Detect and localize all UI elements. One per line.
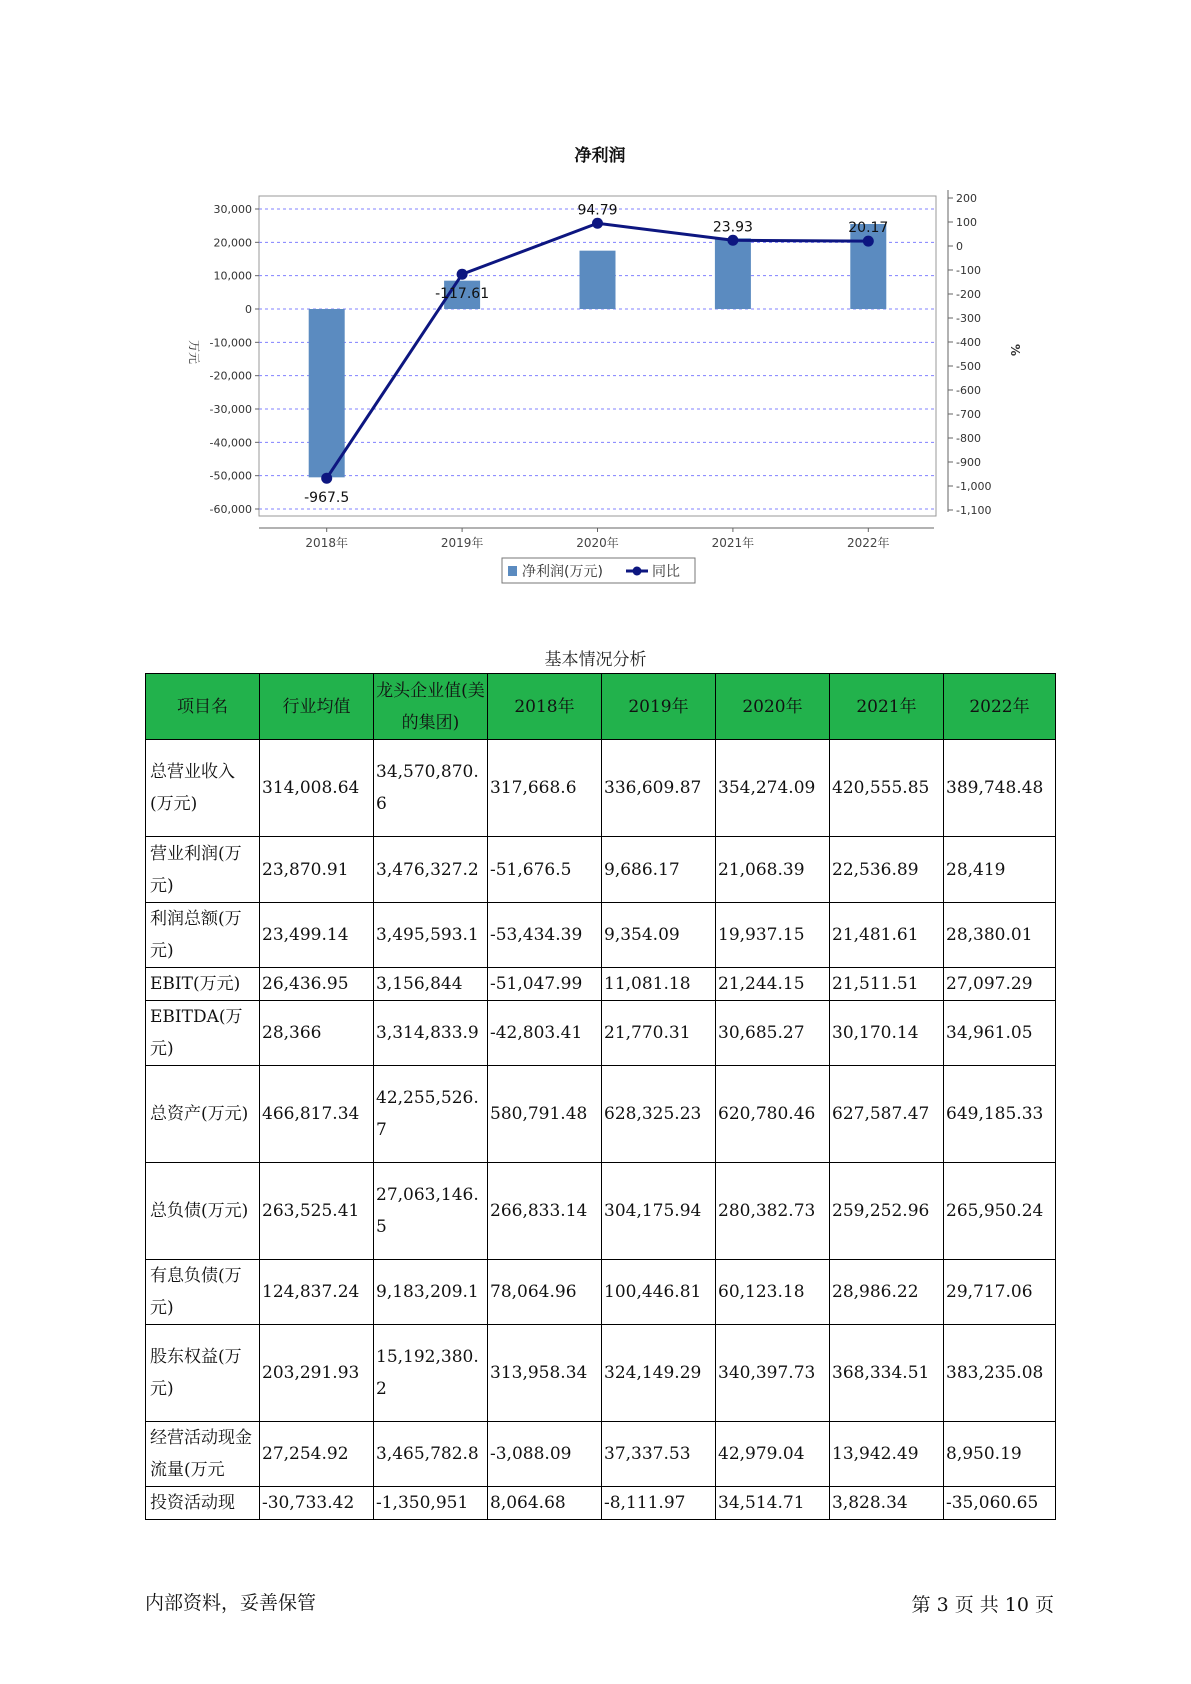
table-cell: 13,942.49 (830, 1422, 944, 1487)
y2-tick-label: -700 (956, 408, 981, 421)
table-cell: 314,008.64 (260, 740, 374, 837)
yoy-point (457, 269, 468, 280)
yoy-data-label: -117.61 (435, 286, 490, 303)
x-tick-label: 2021年 (711, 536, 755, 550)
table-cell: 3,156,844 (374, 968, 488, 1001)
table-cell: 3,476,327.2 (374, 837, 488, 903)
table-body (146, 740, 1056, 1520)
row-label: 投资活动现 (146, 1487, 260, 1520)
table-cell: 383,235.08 (944, 1325, 1056, 1422)
header-cell: 项目名 (146, 674, 260, 740)
row-label: 总资产(万元) (146, 1066, 260, 1163)
table-cell: 23,870.91 (260, 837, 374, 903)
row-label: 总营业收入(万元) (146, 740, 260, 837)
table-cell: 317,668.6 (488, 740, 602, 837)
table-cell: 259,252.96 (830, 1163, 944, 1260)
table-cell: 466,817.34 (260, 1066, 374, 1163)
table-cell: 42,979.04 (716, 1422, 830, 1487)
table-cell: 22,536.89 (830, 837, 944, 903)
header-cell: 2021年 (830, 674, 944, 740)
table-cell: -51,047.99 (488, 968, 602, 1001)
y2-tick-label: -900 (956, 456, 981, 469)
y2-axis-label: % (1008, 343, 1022, 357)
legend-bar-label: 净利润(万元) (522, 564, 603, 580)
table-cell: 313,958.34 (488, 1325, 602, 1422)
table-cell: 27,097.29 (944, 968, 1056, 1001)
table-cell: 11,081.18 (602, 968, 716, 1001)
table-cell: 78,064.96 (488, 1260, 602, 1325)
table-cell: 34,961.05 (944, 1001, 1056, 1066)
row-label: EBIT(万元) (146, 968, 260, 1001)
table-row (146, 1422, 1056, 1487)
table-cell: 324,149.29 (602, 1325, 716, 1422)
table-cell: 336,609.87 (602, 740, 716, 837)
table-cell: 124,837.24 (260, 1260, 374, 1325)
table-header-row (146, 674, 1056, 740)
table-cell: 21,511.51 (830, 968, 944, 1001)
table-cell: 304,175.94 (602, 1163, 716, 1260)
table-cell: 100,446.81 (602, 1260, 716, 1325)
table-cell: 389,748.48 (944, 740, 1056, 837)
y2-tick-label: -100 (956, 264, 981, 277)
row-label: 有息负债(万元) (146, 1260, 260, 1325)
table-cell: 27,063,146.5 (374, 1163, 488, 1260)
table-cell: 3,828.34 (830, 1487, 944, 1520)
legend-line-label: 同比 (652, 564, 680, 580)
legend-bar-swatch (508, 566, 517, 576)
header-cell: 行业均值 (260, 674, 374, 740)
table-row (146, 968, 1056, 1001)
x-tick-label: 2018年 (305, 536, 348, 550)
row-label: EBITDA(万元) (146, 1001, 260, 1066)
table-cell: 21,244.15 (716, 968, 830, 1001)
bar (309, 309, 345, 477)
y-tick-label: -30,000 (209, 403, 252, 416)
table-cell: 280,382.73 (716, 1163, 830, 1260)
table-cell: 620,780.46 (716, 1066, 830, 1163)
table-row (146, 903, 1056, 968)
table-cell: 15,192,380.2 (374, 1325, 488, 1422)
x-tick-label: 2020年 (576, 536, 619, 550)
table-cell: 29,717.06 (944, 1260, 1056, 1325)
y-tick-label: -50,000 (209, 469, 252, 483)
table-row (146, 740, 1056, 837)
y-axis-label: 万元 (187, 339, 201, 365)
table-row (146, 837, 1056, 903)
table-cell: 649,185.33 (944, 1066, 1056, 1163)
y-tick-label: -20,000 (209, 369, 252, 383)
table-cell: 3,465,782.8 (374, 1422, 488, 1487)
table-cell: 21,770.31 (602, 1001, 716, 1066)
footer-page-number: 第 3 页 共 10 页 (911, 1594, 1054, 1616)
table-cell: 60,123.18 (716, 1260, 830, 1325)
legend-line-marker (633, 567, 642, 576)
yoy-data-label: 23.93 (712, 219, 753, 236)
table-row (146, 1487, 1056, 1520)
y2-tick-label: -1,100 (956, 504, 992, 517)
table-cell: 9,183,209.1 (374, 1260, 488, 1325)
table-cell: 28,366 (260, 1001, 374, 1066)
table-cell: 37,337.53 (602, 1422, 716, 1487)
y2-tick-label: -400 (956, 336, 981, 349)
table-cell: 34,570,870.6 (374, 740, 488, 837)
table-cell: 8,950.19 (944, 1422, 1056, 1487)
y-tick-label: 20,000 (213, 236, 252, 250)
bar (715, 238, 751, 309)
y2-tick-label: 200 (956, 192, 977, 205)
table-cell: 368,334.51 (830, 1325, 944, 1422)
table-cell: 340,397.73 (716, 1325, 830, 1422)
table-title: 基本情况分析 (544, 650, 647, 670)
table-cell: 34,514.71 (716, 1487, 830, 1520)
table-cell: 628,325.23 (602, 1066, 716, 1163)
table-cell: 420,555.85 (830, 740, 944, 837)
row-label: 经营活动现金流量(万元 (146, 1422, 260, 1487)
y-tick-label: -60,000 (209, 503, 252, 516)
y2-tick-label: -300 (956, 312, 981, 325)
table-cell: 28,380.01 (944, 903, 1056, 968)
table-cell: 3,495,593.1 (374, 903, 488, 968)
y2-tick-label: -1,000 (956, 480, 992, 493)
row-label: 营业利润(万元) (146, 837, 260, 903)
table-cell: 27,254.92 (260, 1422, 374, 1487)
header-cell: 龙头企业值(美的集团) (374, 674, 488, 740)
row-label: 总负债(万元) (146, 1163, 260, 1260)
table-row (146, 1001, 1056, 1066)
header-cell: 2022年 (944, 674, 1056, 740)
table-cell: 21,481.61 (830, 903, 944, 968)
table-cell: 627,587.47 (830, 1066, 944, 1163)
table-cell: -35,060.65 (944, 1487, 1056, 1520)
y2-tick-label: 100 (956, 216, 977, 229)
table-row (146, 1163, 1056, 1260)
yoy-point (863, 236, 874, 247)
yoy-point (321, 473, 332, 484)
footer-confidential: 内部资料，妥善保管 (145, 1592, 317, 1614)
table-cell: 266,833.14 (488, 1163, 602, 1260)
net-profit-chart (0, 0, 1191, 600)
table-cell: 9,686.17 (602, 837, 716, 903)
table-row (146, 1066, 1056, 1163)
table-cell: 19,937.15 (716, 903, 830, 968)
y2-tick-label: -200 (956, 288, 981, 301)
basic-analysis-table (145, 673, 1056, 1520)
table-cell: 23,499.14 (260, 903, 374, 968)
table-cell: 8,064.68 (488, 1487, 602, 1520)
table-cell: 28,986.22 (830, 1260, 944, 1325)
y2-tick-label: -500 (956, 360, 981, 373)
table-cell: 30,170.14 (830, 1001, 944, 1066)
table-cell: -1,350,951 (374, 1487, 488, 1520)
y-tick-label: 10,000 (213, 269, 252, 283)
table-cell: 28,419 (944, 837, 1056, 903)
table-cell: 30,685.27 (716, 1001, 830, 1066)
chart-title: 净利润 (574, 146, 626, 166)
header-cell: 2018年 (488, 674, 602, 740)
table-cell: -3,088.09 (488, 1422, 602, 1487)
table-cell: 580,791.48 (488, 1066, 602, 1163)
table-cell: 9,354.09 (602, 903, 716, 968)
table-cell: -30,733.42 (260, 1487, 374, 1520)
table-cell: 42,255,526.7 (374, 1066, 488, 1163)
table-cell: -42,803.41 (488, 1001, 602, 1066)
table-cell: 203,291.93 (260, 1325, 374, 1422)
y-tick-label: 30,000 (213, 203, 252, 216)
yoy-data-label: 20.17 (848, 220, 889, 237)
table-cell: -8,111.97 (602, 1487, 716, 1520)
yoy-point (727, 235, 738, 246)
y2-tick-label: -600 (956, 384, 981, 397)
y2-tick-label: 0 (956, 240, 963, 253)
row-label: 利润总额(万元) (146, 903, 260, 968)
table-cell: 21,068.39 (716, 837, 830, 903)
header-cell: 2020年 (716, 674, 830, 740)
y-tick-label: -40,000 (209, 436, 252, 450)
table-cell: 26,436.95 (260, 968, 374, 1001)
table-cell: 3,314,833.9 (374, 1001, 488, 1066)
yoy-point (592, 218, 603, 229)
table-cell: 263,525.41 (260, 1163, 374, 1260)
x-tick-label: 2019年 (440, 536, 484, 550)
table-cell: 354,274.09 (716, 740, 830, 837)
row-label: 股东权益(万元) (146, 1325, 260, 1422)
bar (580, 251, 616, 309)
y-tick-label: 0 (245, 303, 252, 316)
table-row (146, 1325, 1056, 1422)
header-cell: 2019年 (602, 674, 716, 740)
yoy-data-label: -967.5 (304, 490, 350, 507)
table-cell: -51,676.5 (488, 837, 602, 903)
x-tick-label: 2022年 (847, 536, 890, 550)
table-cell: -53,434.39 (488, 903, 602, 968)
table-cell: 265,950.24 (944, 1163, 1056, 1260)
y2-tick-label: -800 (956, 432, 981, 445)
y-tick-label: -10,000 (209, 336, 252, 350)
plot-area (259, 196, 936, 516)
table-row (146, 1260, 1056, 1325)
yoy-data-label: 94.79 (577, 202, 618, 219)
